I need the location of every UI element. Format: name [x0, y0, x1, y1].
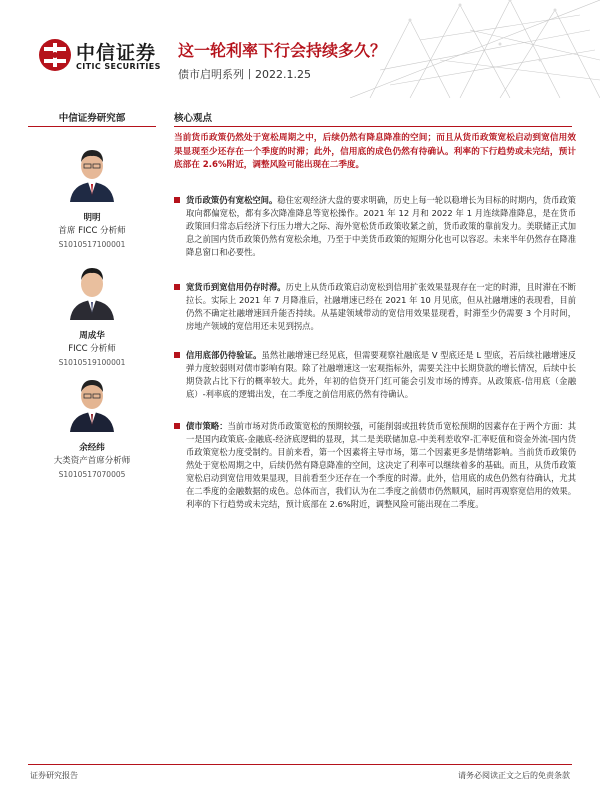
bullet-square-icon — [174, 284, 180, 290]
bullet-lead: 债市策略： — [186, 421, 228, 431]
analyst-cert-number: S1010517100001 — [58, 240, 126, 249]
bullet-paragraph — [186, 420, 576, 511]
core-view-heading — [174, 110, 572, 127]
research-dept-heading-text: 中信证券研究部 — [58, 113, 126, 124]
report-title: 这一轮利率下行会持续多久？ — [178, 41, 387, 60]
bullet-item — [174, 420, 576, 511]
analyst-card — [28, 368, 156, 481]
bullet-text: 虽然社融增速已经见底，但需要观察社融底是 V 型底还是 L 型底，若后续社融增速反弹力度较弱则对债市影响有限。除了社融增速这一宏观指标外，需要关注中长期贷款的增长情况，后续中长期贷款占比下行的概率较大。此外，年初的信贷开门红可能会引发市场的博弈。从政策底-信用底（金融底）-利率底的逻辑出发，在二季度之前信用底仍然有待确认。 — [186, 350, 576, 399]
analyst-photo — [64, 138, 120, 202]
core-view-summary: 当前货币政策仍然处于宽松周期之中，后续仍然有降息降准的空间；而且从货币政策宽松启动到宽信用效果显现至少还存在一个季度的时滞；此外，信用底的成色仍然有待确认。利率的下行趋势或未完结，预计底部在 2.6%附近，调整风险可能出现在二季度。 — [174, 133, 576, 170]
bullet-lead: 货币政策仍有宽松空间。 — [186, 195, 278, 205]
research-dept-heading — [28, 110, 156, 127]
bullet-text: 稳住宏观经济大盘的要求明确，历史上每一轮以稳增长为目标的时期内，货币政策取向都偏宽松，都有多次降准降息等宽松操作。2021 年 12 月和 2022 年 1 月连续降准降息，是在货币政策回归常态后经济下行压力增大之际、海外宽松货币政策收紧之前，货币政策的靠前发力。美联储正式加息之前国内货币政策仍然有宽松余地，乃至于中美货币政策的短期分化也可以容忍。未来半年仍然存在降准降息窗口和必要性。 — [186, 195, 576, 257]
footer-divider — [28, 764, 572, 765]
analyst-photo — [64, 368, 120, 432]
analyst-role: 大类资产首席分析师 — [53, 456, 131, 466]
logo-chinese: 中信证券 — [76, 42, 157, 64]
bullet-square-icon — [174, 197, 180, 203]
bullet-paragraph — [186, 194, 576, 259]
core-view-heading-text: 核心观点 — [174, 113, 213, 124]
analyst-card — [28, 138, 156, 251]
analyst-role: FICC 分析师 — [68, 344, 116, 354]
bullet-text: 历史上从货币政策启动宽松到信用扩张效果显现存在一定的时滞，且时滞在不断拉长。实际上 2021 年 7 月降准后，社融增速已经在 2021 年 10 月见底，但从社融增速的表现看，目前仍然不确定社融增速回升能否持续。从基建领域带动的宽信用效果显现看，时滞至少仍需要 3 个月时间，房地产领域的宽信用还未见到拐点。 — [186, 282, 576, 331]
bullet-item — [174, 349, 576, 401]
report-header — [0, 0, 600, 98]
bullet-paragraph — [186, 281, 576, 333]
report-series-date: 债市启明系列丨2022.1.25 — [178, 68, 311, 81]
bullet-paragraph — [186, 349, 576, 401]
analyst-cert-number: S1010517070005 — [58, 470, 126, 479]
analyst-photo — [64, 256, 120, 320]
citic-logo — [38, 38, 178, 78]
bullet-item — [174, 281, 576, 333]
analyst-name: 余经纬 — [79, 443, 105, 453]
analyst-card — [28, 256, 156, 369]
bullet-square-icon — [174, 352, 180, 358]
bullet-text: 当前市场对货币政策宽松的预期较强，可能削弱或扭转货币宽松预期的因素存在于两个方面：其一是国内政策底-金融底-经济底逻辑的显现，其二是美联储加息-中美利差收窄-汇率贬值和资金外流-国内货币政策宽松力度受制约。目前来看，第一个因素将主导市场，第二个因素更多是情绪影响。当前货币政策仍然处于宽松周期之中，后续仍然有降息降准的空间，这决定了利率可以继续着多的基础。而且，从货币政策宽松启动到宽信用效果显现，目前看至少还存在一个季度的时滞。此外，信用底的成色仍然有待确认，尤其在二季度的金融数据的成色。总体而言，我们认为在二季度之前债市仍然顺风，届时再观察宽信用的效果。利率的下行趋势或未完结，预计底部在 2.6%附近，调整风险可能出现在二季度。 — [186, 421, 576, 509]
bullet-square-icon — [174, 423, 180, 429]
bullet-lead: 宽货币到宽信用仍存时滞。 — [186, 282, 286, 292]
analyst-name: 周成华 — [79, 331, 105, 341]
analyst-role: 首席 FICC 分析师 — [58, 226, 126, 236]
header-background-art — [350, 0, 600, 98]
analyst-name: 明明 — [83, 213, 101, 223]
citic-logo-icon — [38, 38, 72, 72]
bullet-item — [174, 194, 576, 259]
logo-english: CITIC SECURITIES — [76, 62, 161, 71]
footer-report-type: 证券研究报告 — [30, 771, 78, 780]
footer-disclaimer: 请务必阅读正文之后的免责条款 — [458, 771, 570, 780]
analyst-cert-number: S1010519100001 — [58, 358, 126, 367]
bullet-lead: 信用底部仍待验证。 — [186, 350, 262, 360]
